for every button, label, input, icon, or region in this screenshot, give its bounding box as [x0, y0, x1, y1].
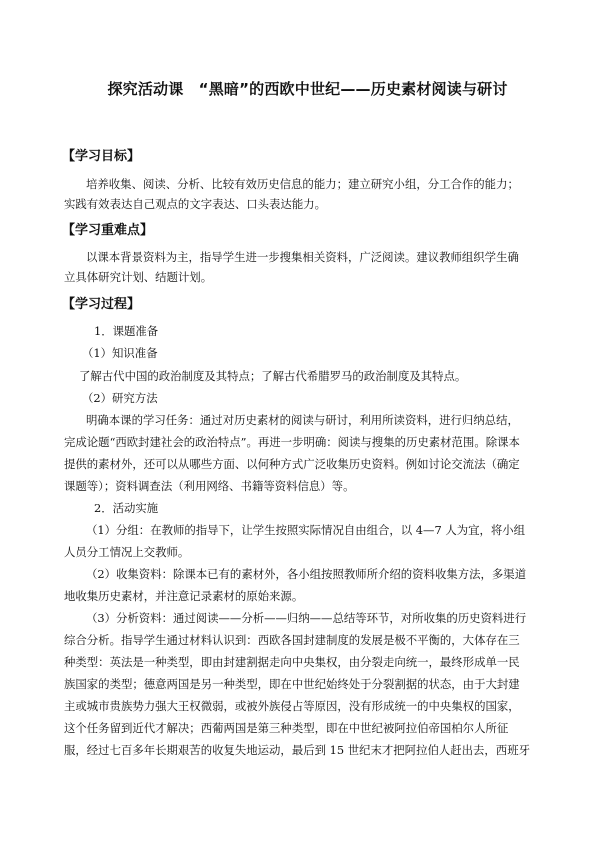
paragraph-line: 服，经过七百多年长期艰苦的收复失地运动，最后到 15 世纪末才把阿拉伯人赶出去，西班牙: [64, 743, 530, 757]
paragraph-line: 这个任务留到近代才解决；西葡两国是第三种类型，即在中世纪被阿拉伯帝国柏尔人所征: [64, 721, 509, 735]
paragraph-line: 2．活动实施: [94, 501, 159, 515]
paragraph-line: 立具体研究计划、结题计划。: [64, 270, 213, 284]
paragraph-line: 主或城市贵族势力强大王权微弱，或被外族侵占等原因，没有形成统一的中央集权的国家，: [64, 699, 520, 713]
paragraph-line: 完成论题“西欧封建社会的政治特点”。再进一步明确：阅读与搜集的历史素材范围。除课本: [64, 435, 520, 449]
paragraph-line: （1）分组：在教师的指导下，让学生按照实际情况自由组合，以 4—7 人为宜，将小组: [86, 523, 526, 537]
section-heading-key-points: 【学习重难点】: [62, 223, 154, 238]
paragraph-line: 实践有效表达自己观点的文字表达、口头表达能力。: [64, 197, 326, 211]
paragraph-line: 提供的素材外，还可以从哪些方面、以何种方式广泛收集历史资料。例如讨论交流法（确定: [64, 457, 520, 471]
section-heading-process: 【学习过程】: [62, 297, 141, 312]
paragraph-line: （3）分析资料：通过阅读——分析——归纳——总结等环节，对所收集的历史资料进行: [86, 611, 527, 625]
paragraph-line: 人员分工情况上交教师。: [64, 545, 190, 559]
paragraph-line: 综合分析。指导学生通过材料认识到：西欧各国封建制度的发展是极不平衡的，大体存在三: [64, 633, 520, 647]
paragraph-line: 了解古代中国的政治制度及其特点；了解古代希腊罗马的政治制度及其特点。: [79, 369, 467, 383]
paragraph-line: 培养收集、阅读、分析、比较有效历史信息的能力；建立研究小组，分工合作的能力；: [86, 177, 519, 191]
paragraph-line: （2）收集资料：除课本已有的素材外，各小组按照教师所介绍的资料收集方法，多渠道: [86, 567, 527, 581]
paragraph-line: 课题等）；资料调查法（利用网络、书籍等资料信息）等。: [64, 479, 355, 493]
paragraph-line: 明确本课的学习任务：通过对历史素材的阅读与研讨，利用所读资料，进行归纳总结，: [86, 413, 519, 427]
paragraph-line: 族国家的类型；德意两国是另一种类型，即在中世纪始终处于分裂割据的状态，由于大封建: [64, 677, 520, 691]
paragraph-line: 1．课题准备: [94, 324, 159, 338]
page-title: 探究活动课 “黑暗”的西欧中世纪——历史素材阅读与研讨: [107, 80, 508, 98]
section-heading-objectives: 【学习目标】: [62, 149, 141, 164]
paragraph-line: 以课本背景资料为主，指导学生进一步搜集相关资料，广泛阅读。建议教师组织学生确: [86, 250, 519, 264]
paragraph-line: 种类型：英法是一种类型，即由封建割据走向中央集权，由分裂走向统一，最终形成单一民: [64, 655, 520, 669]
paragraph-line: （2）研究方法: [82, 391, 158, 405]
paragraph-line: （1）知识准备: [82, 346, 158, 360]
paragraph-line: 地收集历史素材，并注意记录素材的原始来源。: [64, 589, 304, 603]
